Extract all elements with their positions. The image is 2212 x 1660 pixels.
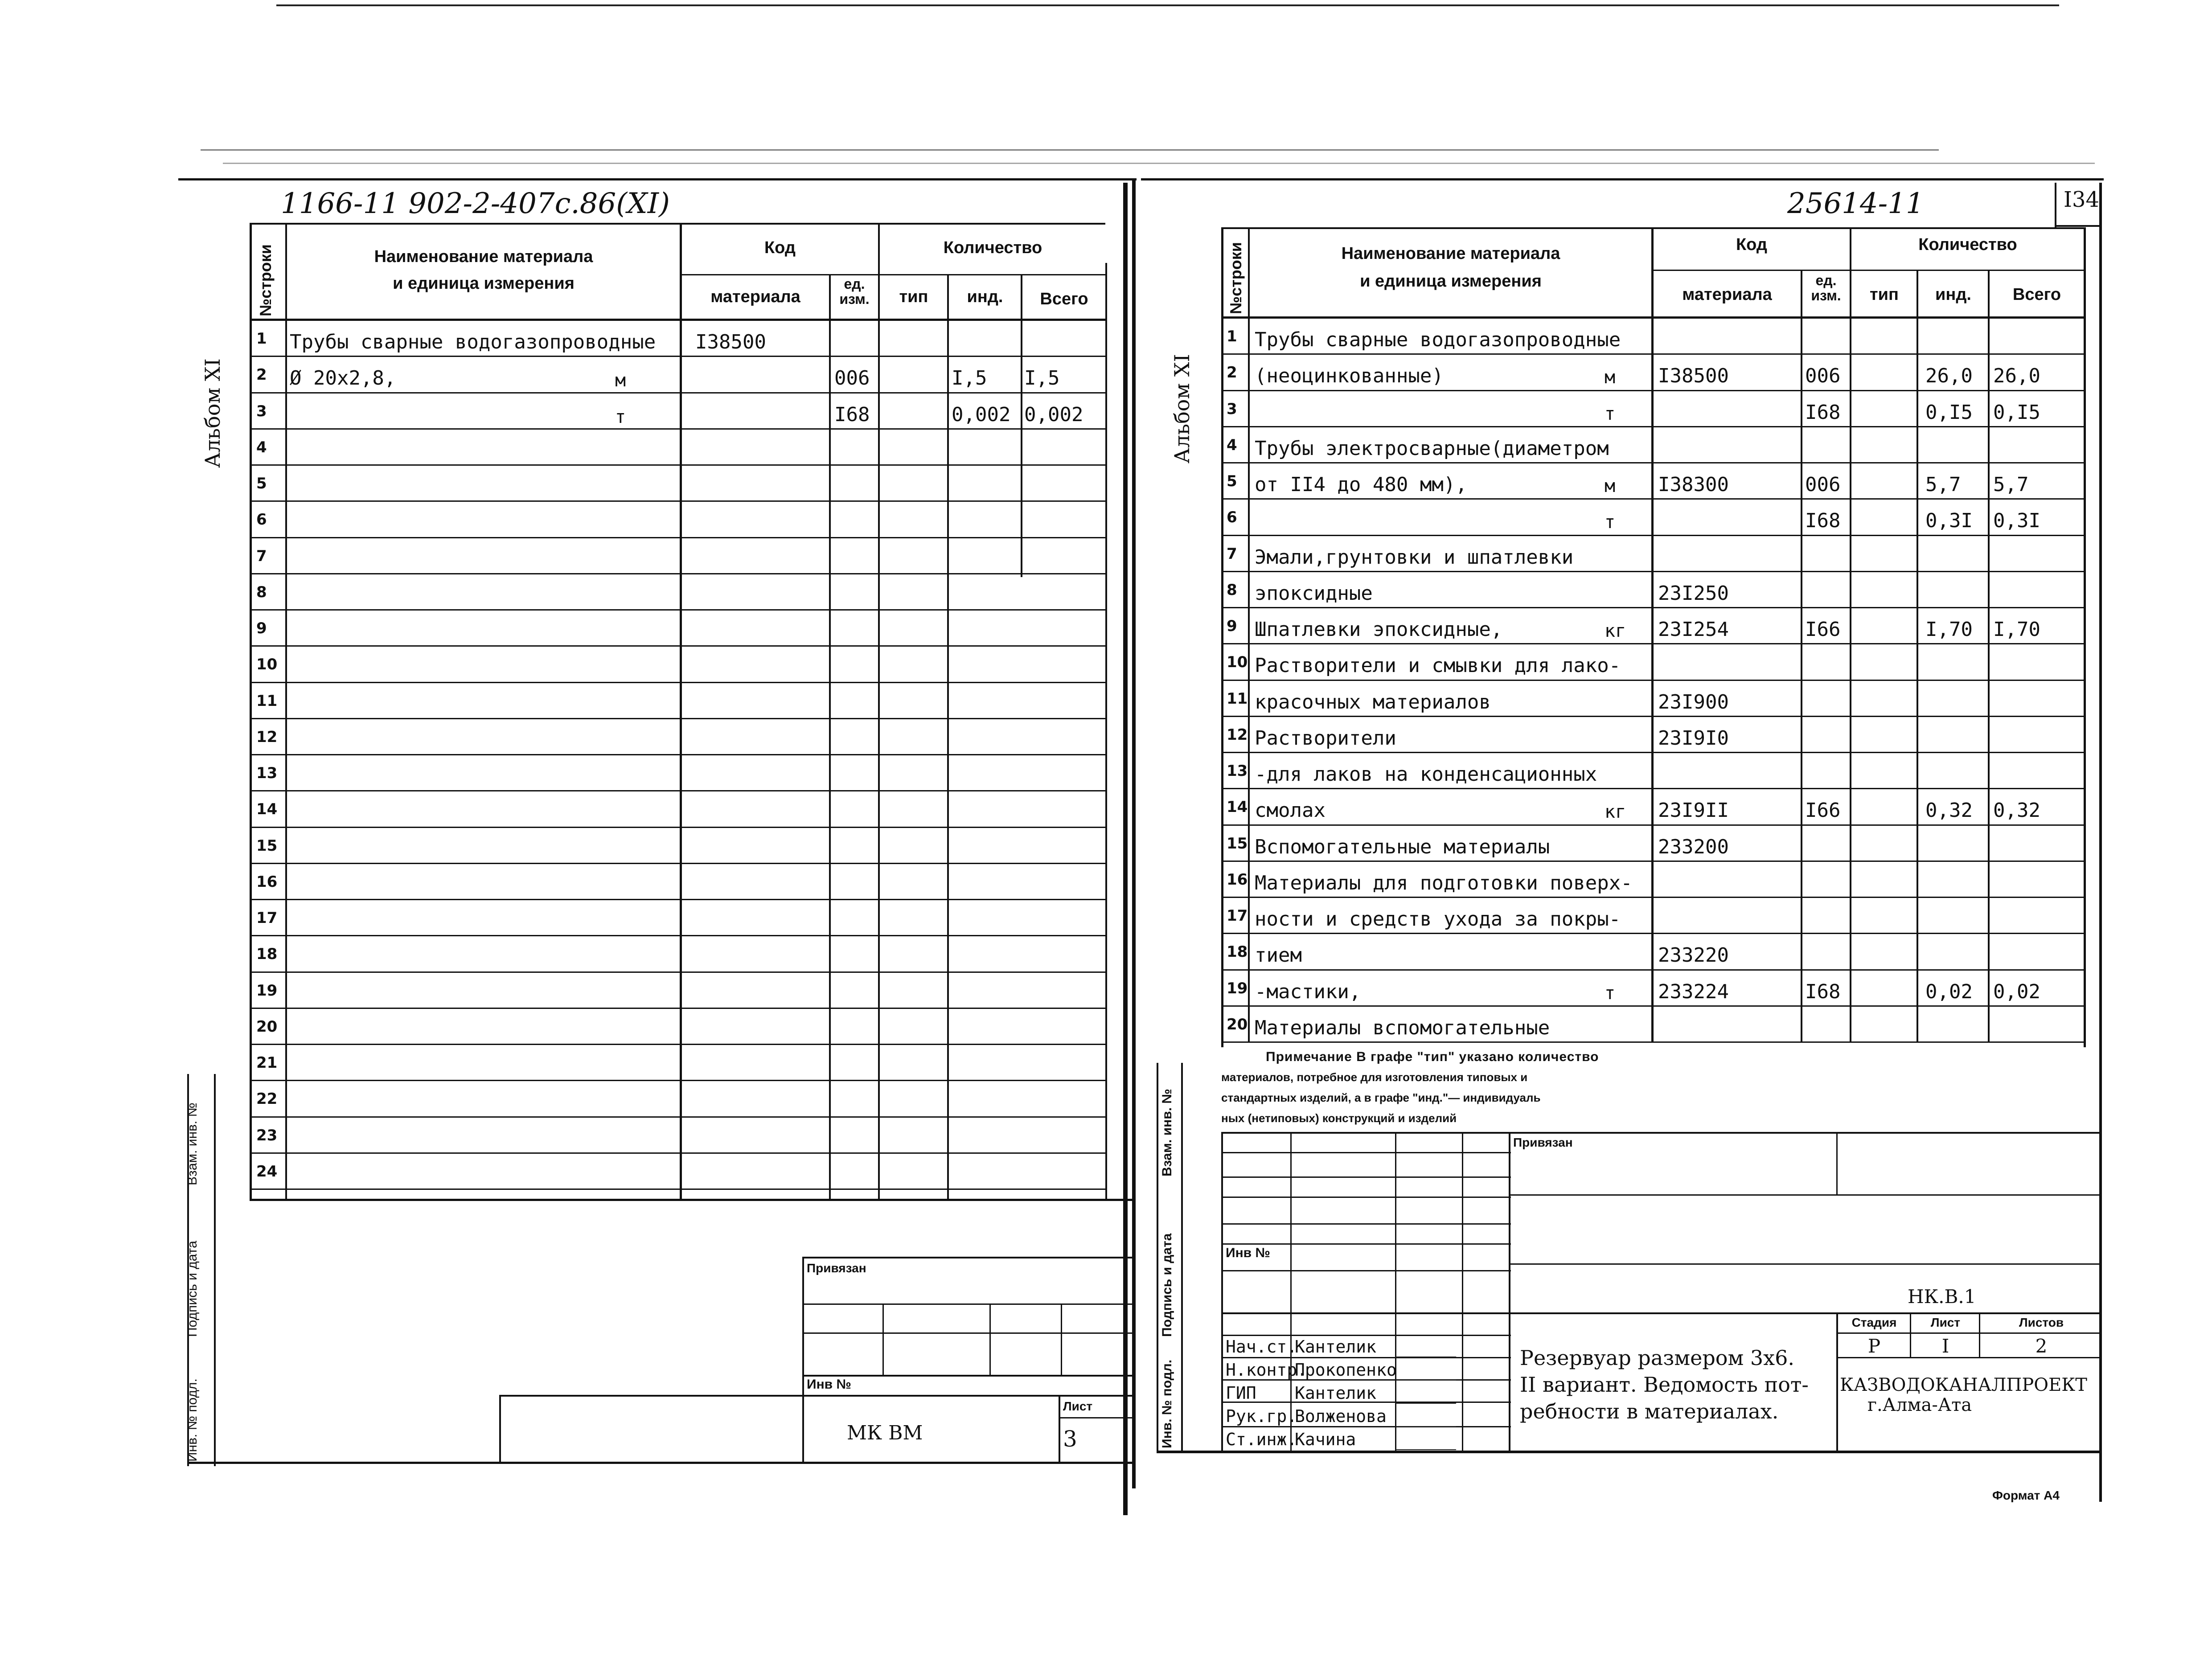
row-unit: I68 [1805, 509, 1841, 533]
signer-name: Прокопенко [1295, 1360, 1397, 1380]
row-number: 5 [1227, 472, 1237, 490]
left-table-top [250, 223, 1105, 225]
left-stamp-inv: Инв № [807, 1377, 851, 1392]
row-name: Трубы сварные водогазопроводные [290, 331, 656, 353]
right-stamp-line [1836, 1132, 1838, 1194]
table-row-line [1221, 462, 2086, 463]
left-header-material: материала [710, 287, 800, 306]
right-stamp-inv: Инв № [1226, 1246, 1270, 1260]
right-stamp-title-3: ребности в материалах. [1520, 1399, 1779, 1423]
row-unit: I66 [1805, 799, 1841, 822]
row-name: Шпатлевки эпоксидные, [1255, 618, 1503, 641]
left-header-qty: Количество [943, 238, 1042, 257]
right-stamp-sheet: I [1941, 1335, 1949, 1357]
row-unit-label: кг [1605, 621, 1626, 641]
table-row-line [250, 827, 1105, 828]
row-number: 3 [256, 402, 267, 420]
signer-role: Рук.гр. [1226, 1406, 1297, 1426]
row-unit-label: кг [1605, 802, 1626, 823]
row-number: 11 [1227, 689, 1248, 708]
right-right-border [2099, 183, 2102, 1502]
left-header-type: тип [899, 287, 928, 306]
row-number: 18 [256, 945, 278, 963]
row-name: Вспомогательные материалы [1255, 835, 1550, 858]
row-unit: I68 [834, 403, 870, 426]
row-number: 12 [256, 728, 278, 746]
left-header-ind: инд. [967, 287, 1003, 306]
right-stamp-line [1221, 1335, 1511, 1336]
signature-mark [1396, 1430, 1464, 1450]
table-row-line [250, 935, 1105, 936]
row-name: тием [1255, 944, 1302, 967]
left-stamp-privyazan: Привязан [807, 1261, 866, 1275]
left-stamp-line [499, 1395, 1134, 1397]
right-pagebox-line [2055, 183, 2056, 227]
right-stamp-sheets: 2 [2035, 1335, 2048, 1357]
right-strip-line [1157, 1063, 1158, 1453]
left-stamp-line [1061, 1303, 1062, 1375]
left-stamp-line [882, 1303, 884, 1375]
row-total: 0,3I [1993, 509, 2040, 533]
right-side-label: Инв. № подл. [1160, 1359, 1174, 1448]
table-row-line [1221, 535, 2086, 536]
right-stamp-line [1221, 1426, 1511, 1427]
row-name: -мастики, [1255, 980, 1361, 1003]
table-row-line [250, 790, 1105, 791]
row-number: 24 [256, 1162, 278, 1180]
table-row-line [250, 645, 1105, 647]
right-stamp-line [1509, 1194, 2101, 1196]
table-row-line [250, 1189, 1105, 1190]
right-header-unit: ед. изм. [1811, 272, 1841, 303]
row-ind: I,70 [1925, 618, 1973, 641]
row-number: 15 [1227, 834, 1248, 853]
left-side-label: Подпись и дата [185, 1241, 200, 1337]
left-header-name-2: и единица измерения [393, 274, 575, 293]
row-code: 233224 [1658, 980, 1729, 1003]
left-col-line [947, 274, 949, 1199]
left-header-bottom [250, 319, 1105, 321]
signature-mark [1396, 1360, 1464, 1381]
row-number: 16 [1227, 870, 1248, 889]
row-name: Трубы сварные водогазопроводные [1255, 328, 1621, 351]
right-stamp-stage-label: Стадия [1851, 1316, 1897, 1329]
row-number: 6 [1227, 508, 1237, 527]
left-sub-header-line [682, 274, 1105, 275]
row-unit-label: м [1605, 476, 1616, 496]
row-code: 233220 [1658, 944, 1729, 967]
left-stamp-line [802, 1303, 1134, 1305]
signature-mark [1396, 1337, 1464, 1357]
table-row-line [1221, 353, 2086, 355]
right-stamp-line [1221, 1243, 1511, 1245]
table-row-line [1221, 969, 2086, 971]
right-top-border [1141, 178, 2104, 180]
row-unit: I68 [1805, 401, 1841, 424]
row-number: 8 [256, 583, 267, 601]
table-row-line [250, 500, 1105, 502]
right-col-line [1850, 227, 1851, 1043]
right-left-border [1123, 183, 1128, 1515]
left-album-label: Альбом XI [201, 358, 225, 468]
right-format-label: Формат А4 [1992, 1488, 2060, 1502]
right-stamp-line [1290, 1132, 1292, 1453]
table-row-line [1221, 426, 2086, 427]
right-stamp-title-2: II вариант. Ведомость пот- [1520, 1373, 1809, 1397]
table-row-line [250, 899, 1105, 900]
row-name: Материалы для подготовки поверх- [1255, 871, 1633, 894]
row-number: 20 [1227, 1015, 1248, 1033]
row-code: I38300 [1658, 473, 1729, 496]
row-code: 23I9II [1658, 799, 1729, 822]
left-table-right [1105, 263, 1107, 1199]
right-stamp-line [1221, 1197, 1511, 1198]
table-row-line [250, 464, 1105, 466]
row-number: 7 [256, 547, 267, 565]
right-stamp-line [1221, 1176, 1511, 1178]
right-header-qty: Количество [1918, 235, 2017, 254]
right-stamp-line [1395, 1132, 1396, 1453]
table-row-line [1221, 1005, 2086, 1007]
right-header-ind: инд. [1935, 285, 1971, 304]
row-number: 19 [256, 981, 278, 1000]
row-total: 26,0 [1993, 365, 2040, 388]
row-name: -для лаков на конденсационных [1255, 763, 1597, 786]
table-row-line [1221, 643, 2086, 644]
table-row-line [1221, 752, 2086, 753]
right-album-label: Альбом XI [1170, 354, 1194, 463]
table-row-line [250, 1080, 1105, 1081]
row-number: 21 [256, 1054, 278, 1072]
right-handwritten-number: 25614-11 [1787, 187, 1924, 220]
left-handwritten-title: 1166-11 902-2-407c.86(XI) [281, 187, 670, 220]
left-stamp-sheet-label: Лист [1063, 1399, 1093, 1413]
right-header-rownum: №строки [1227, 242, 1245, 314]
left-col-line [680, 223, 682, 1199]
table-row-line [250, 1008, 1105, 1009]
row-total: 0,32 [1993, 799, 2040, 822]
table-row-line [1221, 824, 2086, 826]
signer-role: Н.контр. [1226, 1360, 1308, 1380]
row-number: 19 [1227, 979, 1248, 997]
table-row-line [1221, 1041, 2086, 1043]
signer-name: Волженова [1295, 1406, 1387, 1426]
left-stamp-line [1059, 1395, 1060, 1462]
row-name: Трубы электросварные(диаметром [1255, 437, 1609, 460]
right-header-material: материала [1682, 285, 1772, 304]
row-number: 22 [256, 1090, 278, 1108]
table-row-line [250, 609, 1105, 611]
table-row-line [250, 356, 1105, 357]
table-row-line [1221, 933, 2086, 934]
row-unit: 006 [834, 367, 870, 390]
left-stamp-line [802, 1257, 804, 1462]
left-stamp-line [499, 1395, 501, 1462]
left-stamp-line [802, 1257, 1134, 1258]
row-unit-label: т [615, 406, 626, 427]
right-col-line [1917, 270, 1918, 1043]
signer-role: Ст.инж. [1226, 1430, 1297, 1449]
signature-mark [1396, 1383, 1464, 1404]
row-unit: I66 [1805, 618, 1841, 641]
row-unit: 006 [1805, 365, 1841, 388]
table-row-line [250, 428, 1105, 430]
row-total: 0,I5 [1993, 401, 2040, 424]
row-total: I,70 [1993, 618, 2040, 641]
right-stamp-line [1462, 1132, 1463, 1453]
row-number: 9 [256, 619, 267, 637]
row-code: 23I250 [1658, 582, 1729, 605]
row-ind: 0,32 [1925, 799, 1973, 822]
left-header-rownum: №строки [256, 244, 275, 316]
table-row-line [1221, 607, 2086, 608]
row-unit-label: м [615, 370, 626, 391]
left-col-line [285, 223, 287, 1199]
right-stamp-sheet-label: Лист [1930, 1316, 1961, 1329]
signer-role: Нач.ст. [1226, 1337, 1297, 1357]
row-number: 13 [256, 764, 278, 782]
right-stamp-doc-code: НК.В.1 [1908, 1286, 1976, 1308]
left-table-left [250, 223, 252, 1199]
row-unit-label: т [1605, 983, 1616, 1004]
right-stamp-line [1509, 1132, 1510, 1453]
row-name: Растворители и смывки для лако- [1255, 654, 1621, 677]
table-row-line [250, 863, 1105, 864]
row-name: Эмали,грунтовки и шпатлевки [1255, 545, 1574, 569]
right-header-code: Код [1736, 235, 1768, 254]
table-row-line [250, 971, 1105, 973]
row-number: 4 [256, 438, 267, 456]
row-number: 14 [256, 800, 278, 819]
right-col-line [1248, 227, 1250, 1043]
left-header-unit: ед. изм. [839, 276, 870, 307]
row-number: 16 [256, 873, 278, 891]
right-stamp-privyazan: Привязан [1513, 1135, 1573, 1149]
row-total: 0,002 [1024, 403, 1083, 426]
row-code: I38500 [1658, 365, 1729, 388]
row-name: смолах [1255, 799, 1326, 822]
left-bottom-border [187, 1462, 1134, 1464]
row-total: 0,02 [1993, 980, 2040, 1003]
row-name: Материалы вспомогательные [1255, 1016, 1550, 1039]
left-col-line [829, 274, 831, 1199]
row-name: ности и средств ухода за покры- [1255, 908, 1621, 930]
right-col-line [1801, 270, 1802, 1043]
right-table-right [2084, 227, 2086, 1047]
right-note-line3: стандартных изделий, а в графе "инд."— индивидуаль [1221, 1091, 1541, 1104]
left-header-total: Всего [1040, 290, 1088, 308]
table-row-line [250, 392, 1105, 393]
right-stamp-line [1221, 1132, 1223, 1453]
row-name: от II4 до 480 мм), [1255, 473, 1467, 496]
table-row-line [250, 537, 1105, 538]
row-code: 233200 [1658, 835, 1729, 858]
table-row-line [1221, 897, 2086, 898]
right-header-total: Всего [2012, 285, 2061, 304]
right-stamp-line [1221, 1270, 1511, 1271]
row-ind: 26,0 [1925, 365, 1973, 388]
table-row-line [1221, 788, 2086, 789]
row-number: 20 [256, 1017, 278, 1036]
right-stamp-org-1: КАЗВОДОКАНАЛПРОЕКТ [1840, 1375, 2087, 1395]
left-stamp-line [802, 1375, 1134, 1377]
row-number: 2 [1227, 364, 1237, 382]
row-number: 1 [1227, 328, 1237, 345]
right-strip-line [1181, 1063, 1183, 1453]
row-number: 15 [256, 836, 278, 855]
row-ind: 0,002 [952, 403, 1011, 426]
right-stamp-line [1509, 1263, 2101, 1265]
row-number: 11 [256, 692, 278, 710]
row-unit-label: т [1605, 512, 1616, 533]
table-row-line [250, 1116, 1105, 1118]
row-total: 5,7 [1993, 473, 2029, 496]
right-stamp-line [1979, 1312, 1980, 1357]
right-side-label: Подпись и дата [1160, 1233, 1174, 1337]
right-note-line1: Примечание В графе "тип" указано количество [1266, 1049, 1599, 1064]
scan-noise-line [223, 163, 2095, 164]
table-row-line [250, 1044, 1105, 1045]
row-unit-label: т [1605, 403, 1616, 424]
right-header-type: тип [1870, 285, 1899, 304]
right-stamp-top [1221, 1132, 2101, 1134]
right-table-left [1221, 227, 1223, 1047]
right-side-label: Взам. инв. № [1160, 1089, 1174, 1176]
table-row-line [250, 573, 1105, 574]
right-stamp-line [1221, 1357, 1511, 1358]
table-row-line [250, 718, 1105, 719]
right-note-line2: материалов, потребное для изготовления типовых и [1221, 1070, 1528, 1084]
table-row-line [250, 682, 1105, 683]
table-row-line [1221, 680, 2086, 681]
row-code: I38500 [695, 331, 766, 353]
row-number: 9 [1227, 617, 1237, 635]
row-ind: 0,3I [1925, 509, 1973, 533]
row-number: 12 [1227, 725, 1248, 744]
signer-name: Качина [1295, 1430, 1356, 1449]
row-number: 4 [1227, 436, 1237, 454]
scan-noise-line [201, 149, 1939, 151]
row-name: красочных материалов [1255, 690, 1491, 713]
row-name: (неоцинкованные) [1255, 365, 1444, 388]
row-unit-label: м [1605, 367, 1616, 388]
right-stamp-title-1: Резервуар размером 3х6. [1520, 1346, 1794, 1370]
row-ind: 0,02 [1925, 980, 1973, 1003]
table-row-line [250, 754, 1105, 755]
right-stamp-org-2: г.Алма-Ата [1867, 1395, 1972, 1415]
row-ind: I,5 [952, 367, 987, 390]
row-name: Ø 20х2,8, [290, 367, 396, 390]
row-code: 23I900 [1658, 690, 1729, 713]
right-sub-header-line [1654, 270, 2086, 271]
row-number: 7 [1227, 545, 1237, 563]
row-number: 6 [256, 511, 267, 529]
right-table-top [1221, 227, 2086, 229]
right-stamp-line [1221, 1223, 1511, 1225]
left-stamp-code: МК ВМ [847, 1422, 923, 1444]
table-row-line [1221, 716, 2086, 717]
right-note-line4: ных (нетиповых) конструкций и изделий [1221, 1111, 1457, 1125]
left-top-border [178, 178, 1137, 180]
row-number: 3 [1227, 400, 1237, 418]
table-row-line [1221, 390, 2086, 391]
row-number: 8 [1227, 581, 1237, 599]
left-right-border [1132, 178, 1136, 1488]
row-number: 13 [1227, 762, 1248, 780]
right-page-number: I34 [2064, 187, 2100, 212]
left-col-line [1021, 274, 1022, 577]
signer-name: Кантелик [1295, 1337, 1377, 1357]
right-col-line [1651, 227, 1654, 1043]
left-header-code: Код [764, 238, 796, 257]
table-row-line [250, 1152, 1105, 1154]
row-name: эпоксидные [1255, 582, 1373, 605]
right-stamp-line [1221, 1312, 2101, 1314]
right-pagebox-line [2055, 225, 2101, 227]
right-header-name-2: и единица измерения [1360, 272, 1542, 291]
row-number: 1 [256, 330, 267, 348]
row-ind: 0,I5 [1925, 401, 1973, 424]
left-side-label: Инв. № подл. [185, 1378, 200, 1462]
signer-name: Кантелик [1295, 1383, 1377, 1403]
table-row-line [1221, 861, 2086, 862]
row-code: 23I254 [1658, 618, 1729, 641]
row-name: Растворители [1255, 726, 1396, 750]
left-header-name: Наименование материала [374, 247, 593, 266]
left-stamp-sheet: 3 [1063, 1426, 1077, 1452]
row-number: 5 [256, 475, 267, 492]
row-number: 18 [1227, 943, 1248, 961]
row-total: I,5 [1024, 367, 1060, 390]
right-stamp-line [1836, 1357, 2101, 1358]
row-number: 10 [1227, 653, 1248, 672]
right-stamp-sheets-label: Листов [2019, 1316, 2064, 1329]
row-unit: I68 [1805, 980, 1841, 1003]
row-number: 14 [1227, 798, 1248, 816]
left-table-bottom [250, 1199, 1134, 1201]
left-stamp-line [802, 1332, 1134, 1334]
right-stamp-line [1221, 1152, 1511, 1153]
right-stamp-stage: Р [1867, 1335, 1881, 1357]
right-stamp-line [1910, 1312, 1911, 1357]
left-side-label: Взам. инв. № [185, 1103, 200, 1185]
scan-top-line [276, 4, 2059, 6]
row-number: 17 [1227, 907, 1248, 925]
left-stamp-line [989, 1303, 991, 1375]
row-unit: 006 [1805, 473, 1841, 496]
row-ind: 5,7 [1925, 473, 1961, 496]
row-code: 23I9I0 [1658, 726, 1729, 750]
left-strip-line [214, 1074, 216, 1466]
row-number: 17 [256, 909, 278, 927]
table-row-line [1221, 498, 2086, 500]
signer-role: ГИП [1226, 1383, 1256, 1403]
signature-mark [1396, 1406, 1464, 1427]
right-header-name: Наименование материала [1341, 244, 1560, 263]
right-bottom-border [1157, 1451, 2101, 1453]
row-number: 23 [256, 1126, 278, 1144]
row-number: 2 [256, 366, 267, 384]
row-number: 10 [256, 656, 278, 674]
right-header-bottom [1221, 316, 2086, 319]
right-col-line [1988, 270, 1990, 1043]
right-stamp-line [1836, 1332, 2101, 1334]
table-row-line [1221, 571, 2086, 572]
left-col-line [878, 223, 880, 1199]
